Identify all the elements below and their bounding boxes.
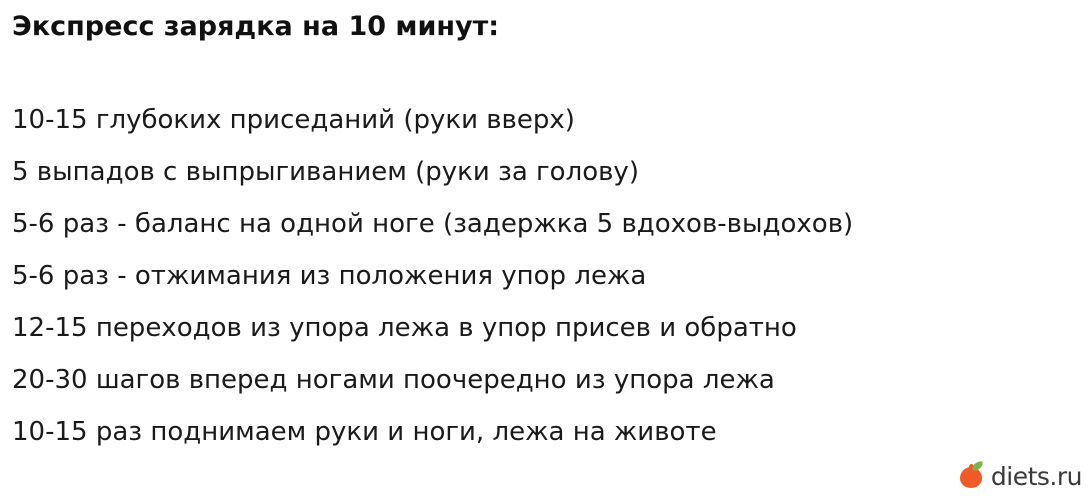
page-title: Экспресс зарядка на 10 минут: [12,11,500,42]
title-spacer [12,44,1090,94]
apple-logo-icon [959,463,985,489]
list-item: 5-6 раз - отжимания из положения упор лежа [12,261,647,291]
watermark-label: diets.ru [990,461,1082,491]
list-item: 10-15 глубоких приседаний (руки вверх) [12,105,575,135]
watermark [959,459,1082,493]
list-item: 12-15 переходов из упора лежа в упор присев и обратно [12,313,797,343]
list-item: 5 выпадов с выпрыгиванием (руки за голову) [12,157,639,187]
exercise-list [12,94,1090,458]
apple-body-icon [960,467,982,488]
leaf-icon [971,461,983,471]
list-item: 20-30 шагов вперед ногами поочередно из упора лежа [12,365,775,395]
list-item: 10-15 раз поднимаем руки и ноги, лежа на животе [12,417,717,447]
list-item: 5-6 раз - баланс на одной ноге (задержка 5 вдохов-выдохов) [12,209,854,239]
